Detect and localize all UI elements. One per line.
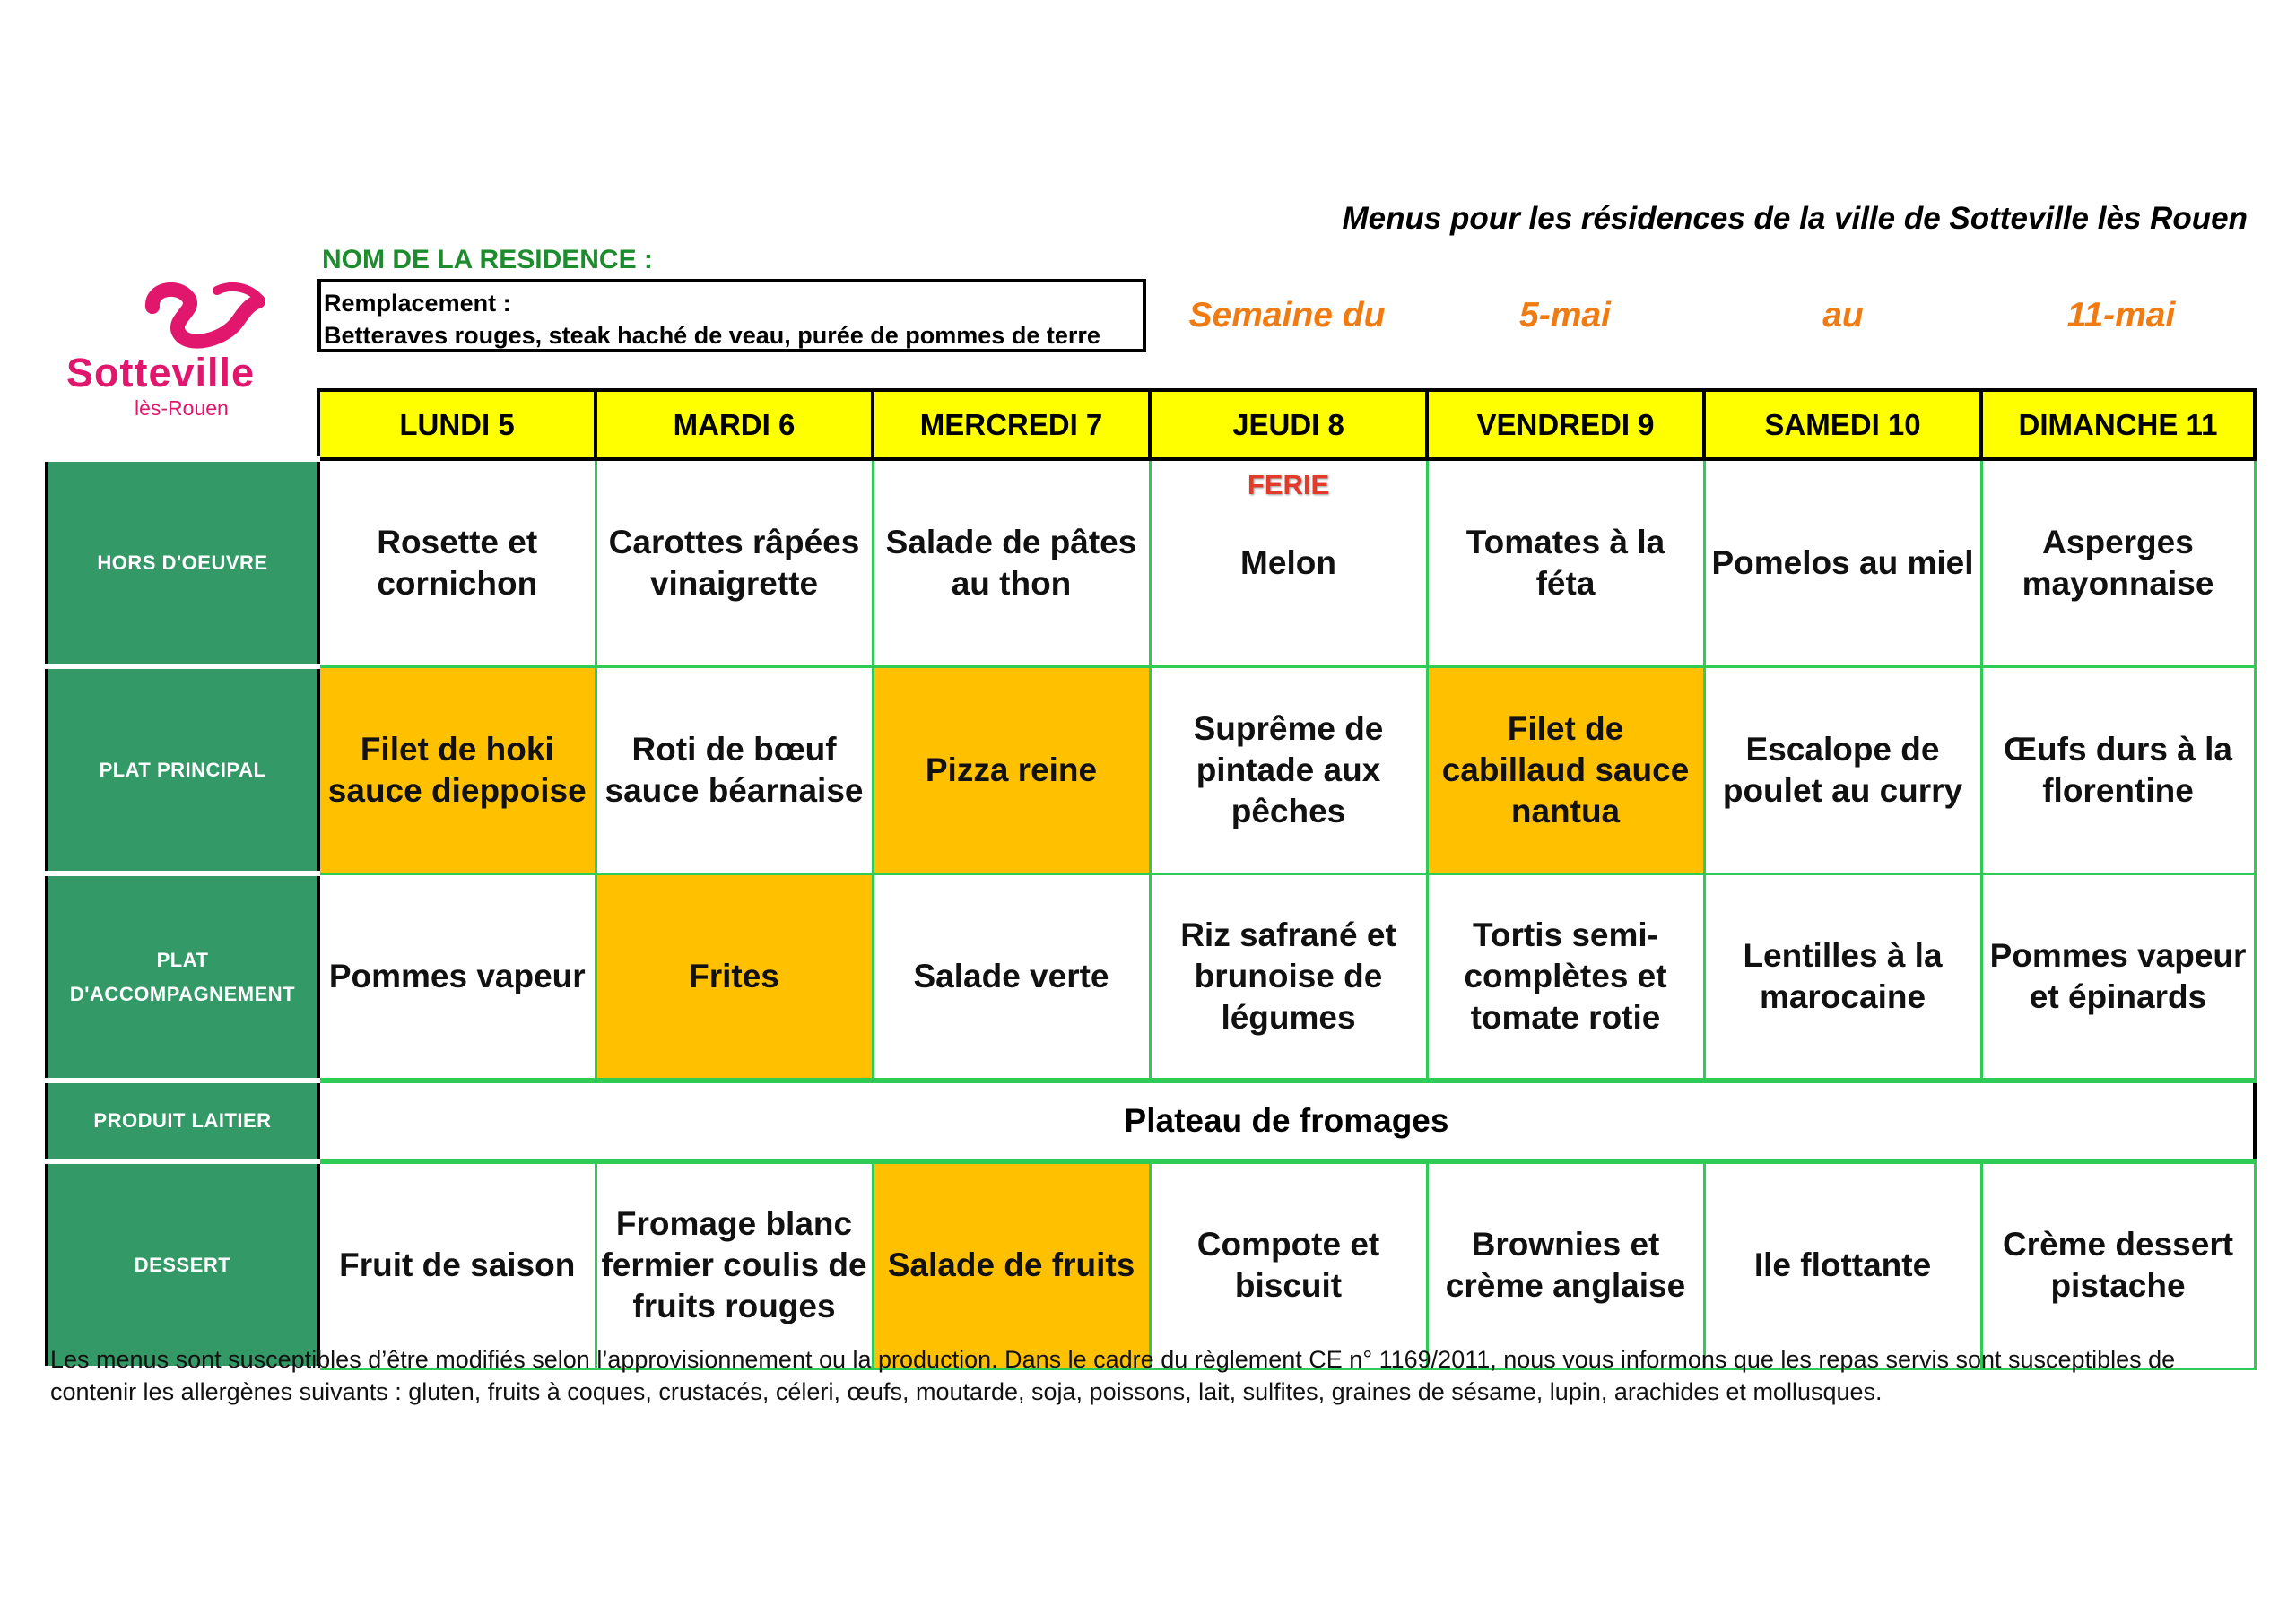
- day-header: VENDREDI 9: [1427, 390, 1704, 459]
- dish-text: Fruit de saison: [339, 1246, 576, 1284]
- menu-row: [47, 873, 2255, 1081]
- menu-dish: [318, 873, 596, 1081]
- menu-dish: [596, 873, 873, 1081]
- menu-dish: [1981, 459, 2255, 666]
- day-header: MARDI 6: [596, 390, 873, 459]
- dairy-row: [47, 1081, 2255, 1161]
- dish-text: Tortis semi- complètes et tomate rotie: [1464, 916, 1667, 1036]
- corner-cell: [47, 390, 318, 459]
- dish-text: Œufs durs à la florentine: [2004, 730, 2232, 809]
- week-start-date: 5-mai: [1519, 296, 1611, 334]
- menu-dish: [1704, 873, 1981, 1081]
- holiday-label: FERIE: [1247, 469, 1330, 500]
- menu-dish: [1150, 873, 1427, 1081]
- logo-wordmark: Sotteville: [66, 350, 256, 395]
- dish-text: Pizza reine: [925, 751, 1098, 788]
- document-title: Menus pour les résidences de la ville de Sotteville lès Rouen: [1342, 201, 2248, 236]
- dish-text: Filet de hoki sauce dieppoise: [327, 730, 587, 809]
- dish-text: Asperges mayonnaise: [2022, 523, 2214, 602]
- menu-dish: [1427, 459, 1704, 666]
- dish-text: Brownies et crème anglaise: [1445, 1226, 1686, 1305]
- day-header: LUNDI 5: [318, 390, 596, 459]
- logo-swoosh-icon: [135, 278, 269, 359]
- menu-dish: [1150, 666, 1427, 873]
- menu-table: [45, 388, 2257, 1371]
- logo-subtitle: lès-Rouen: [135, 396, 229, 420]
- menu-dish: [1981, 666, 2255, 873]
- menu-dish: [873, 666, 1150, 873]
- category-label: DESSERT: [47, 1161, 318, 1368]
- menu-dish: [1427, 666, 1704, 873]
- dish-text: Ile flottante: [1753, 1246, 1932, 1284]
- menu-row: [47, 459, 2255, 666]
- day-header: DIMANCHE 11: [1981, 390, 2255, 459]
- day-header: MERCREDI 7: [873, 390, 1150, 459]
- menu-dish: [1704, 459, 1981, 666]
- menu-dish: [1427, 1161, 1704, 1368]
- dish-text: Filet de cabillaud sauce nantua: [1441, 709, 1690, 829]
- menu-dish: [318, 459, 596, 666]
- dish-text: Roti de bœuf sauce béarnaise: [604, 730, 864, 809]
- menu-dish: [596, 1161, 873, 1368]
- day-header-row: [47, 390, 2255, 459]
- dish-text: Salade de pâtes au thon: [885, 523, 1137, 602]
- replacement-title: Remplacement :: [324, 290, 511, 317]
- dish-text: Rosette et cornichon: [377, 523, 538, 602]
- day-header: JEUDI 8: [1150, 390, 1427, 459]
- week-end-date: 11-mai: [2066, 296, 2176, 334]
- menu-dish: [1150, 1161, 1427, 1368]
- menu-dish: [318, 1161, 596, 1368]
- dish-text: Salade de fruits: [887, 1246, 1135, 1284]
- dish-text: Crème dessert pistache: [2002, 1226, 2234, 1305]
- menu-dish: [1427, 873, 1704, 1081]
- dairy-product: Plateau de fromages: [318, 1081, 2255, 1161]
- menu-dish: [1981, 873, 2255, 1081]
- dish-text: Pommes vapeur et épinards: [1989, 936, 2247, 1015]
- dish-text: Lentilles à la marocaine: [1743, 936, 1943, 1015]
- dish-text: Frites: [689, 957, 779, 994]
- category-label: PLAT D'ACCOMPAGNEMENT: [47, 873, 318, 1081]
- dish-text: Carottes râpées vinaigrette: [608, 523, 860, 602]
- replacement-text: Betteraves rouges, steak haché de veau, purée de pommes de terre: [324, 322, 1100, 349]
- menu-dish: [873, 459, 1150, 666]
- replacement-box: [317, 279, 1146, 352]
- category-label: PRODUIT LAITIER: [47, 1081, 318, 1161]
- dish-text: Escalope de poulet au curry: [1722, 730, 1963, 809]
- menu-dish: [873, 873, 1150, 1081]
- dish-text: Pommes vapeur: [328, 957, 586, 994]
- dish-text: Fromage blanc fermier coulis de fruits rouges: [601, 1205, 867, 1325]
- dish-text: Tomates à la féta: [1465, 523, 1665, 602]
- dish-text: Compote et biscuit: [1196, 1226, 1380, 1305]
- dessert-row: [47, 1161, 2255, 1368]
- menu-dish: [1981, 1161, 2255, 1368]
- menu-dish: [596, 666, 873, 873]
- category-label: HORS D'OEUVRE: [47, 459, 318, 666]
- dish-text: Salade verte: [913, 957, 1109, 994]
- allergen-footnote: Les menus sont susceptibles d’être modifiés selon l’approvisionnement ou la production. Dans le cadre du règlement CE n° 1169/2011, nous vous informons que les repas servis sont susceptibles de contenir les allergènes suivants : gluten, fruits à coques, crustacés, céleri, œufs, moutarde, soja, poissons, lait, sulfites, graines de sésame, lupin, arachides et mollusques.: [50, 1346, 2176, 1405]
- menu-dish: [873, 1161, 1150, 1368]
- week-connector: au: [1822, 296, 1864, 334]
- menu-dish: [1704, 666, 1981, 873]
- day-header: SAMEDI 10: [1704, 390, 1981, 459]
- menu-dish: [1704, 1161, 1981, 1368]
- dish-text: Riz safrané et brunoise de légumes: [1180, 916, 1396, 1036]
- category-label: PLAT PRINCIPAL: [47, 666, 318, 873]
- week-label: Semaine du: [1188, 296, 1386, 334]
- dish-text: Pomelos au miel: [1711, 543, 1974, 581]
- menu-row: [47, 666, 2255, 873]
- dish-text: Suprême de pintade aux pêches: [1193, 709, 1384, 829]
- menu-dish: [318, 666, 596, 873]
- residence-label: NOM DE LA RESIDENCE :: [322, 245, 653, 274]
- dish-text: Melon: [1240, 543, 1336, 581]
- menu-dish: [1150, 459, 1427, 666]
- menu-dish: [596, 459, 873, 666]
